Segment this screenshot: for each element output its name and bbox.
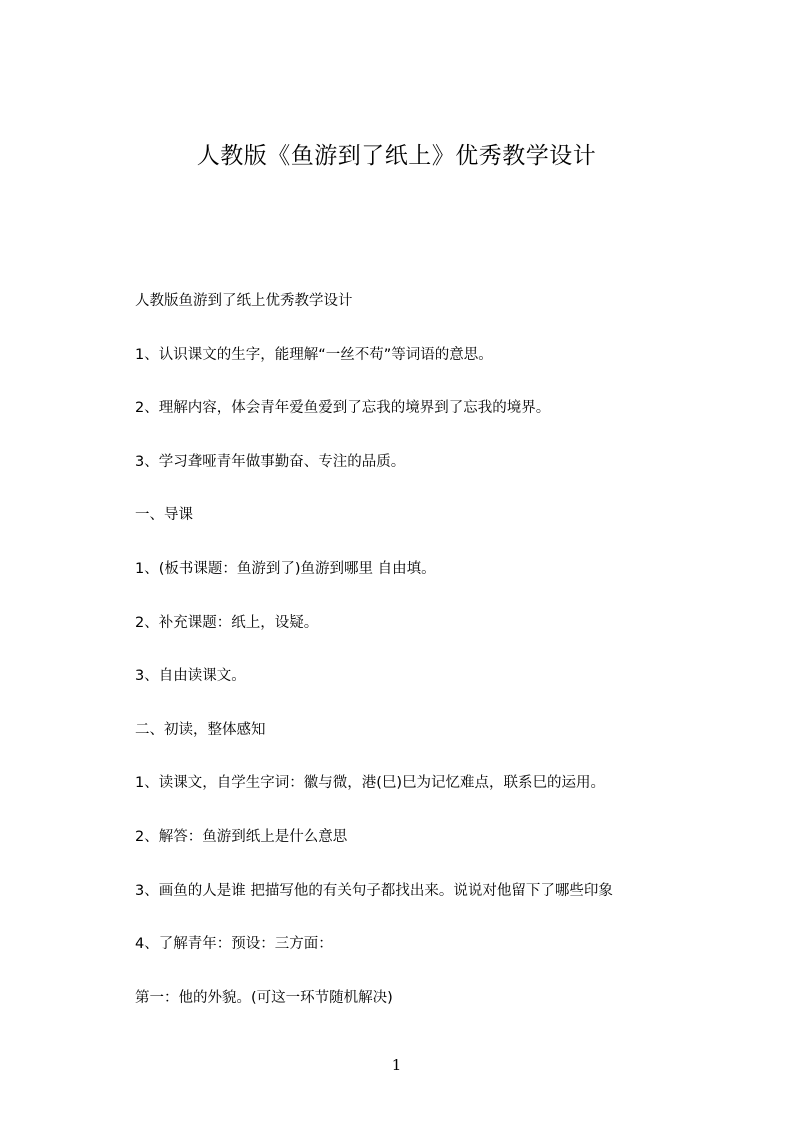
document-title: 人教版《鱼游到了纸上》优秀教学设计 [196, 143, 597, 169]
body-line-reading-1: 1、读课文，自学生字词：徽与微，港(巳)巳为记忆难点，联系巳的运用。 [135, 775, 606, 792]
document-body [135, 286, 695, 1036]
body-line-objective-3: 3、学习聋哑青年做事勤奋、专注的品质。 [135, 453, 406, 470]
body-line-reading-2: 2、解答：鱼游到纸上是什么意思 [135, 828, 348, 845]
section-heading-intro: 一、导课 [135, 507, 193, 524]
body-line-objective-2: 2、理解内容，体会青年爱鱼爱到了忘我的境界到了忘我的境界。 [135, 400, 551, 417]
body-line-reading-3: 3、画鱼的人是谁 把描写他的有关句子都找出来。说说对他留下了哪些印象 [135, 882, 613, 899]
section-heading-first-reading: 二、初读，整体感知 [135, 721, 266, 738]
body-line-reading-4-first: 第一：他的外貌。(可这一环节随机解决) [135, 989, 393, 1006]
body-line-reading-4: 4、了解青年：预设：三方面： [135, 936, 333, 953]
body-line-intro-3: 3、自由读课文。 [135, 668, 246, 685]
page-number: 1 [391, 1056, 402, 1074]
body-line-intro-1: 1、(板书课题：鱼游到了)鱼游到哪里 自由填。 [135, 560, 436, 577]
body-line-intro-2: 2、补充课题：纸上，设疑。 [135, 614, 319, 631]
body-line-heading: 人教版鱼游到了纸上优秀教学设计 [135, 293, 353, 309]
body-line-objective-1: 1、认识课文的生字，能理解“一丝不苟”等词语的意思。 [135, 346, 493, 363]
